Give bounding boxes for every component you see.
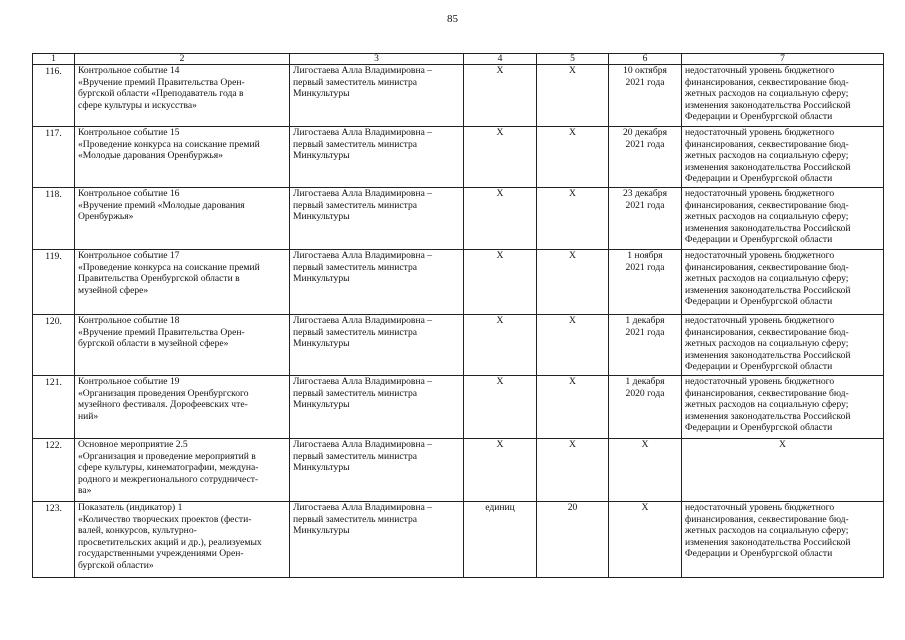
deadline: 1 декабря 2021 года <box>609 315 682 376</box>
risks: Х <box>682 439 884 502</box>
row-number: 122. <box>33 439 75 502</box>
col-4-value: Х <box>464 65 537 127</box>
risks: недостаточный уровень бюджетного финансирования, секвестирование бюд- жетных расходов на социальную сферу; изменения законодательства Российской Федерации и Оренбургской области <box>682 250 884 315</box>
deadline: 23 декабря 2021 года <box>609 188 682 250</box>
col-5-value: Х <box>537 65 609 127</box>
event-name: Контрольное событие 16 «Вручение премий «Молодые дарования Оренбуржья» <box>75 188 290 250</box>
col-5-value: Х <box>537 250 609 315</box>
row-number: 121. <box>33 376 75 439</box>
responsible: Лигостаева Алла Владимировна – первый заместитель министра Минкультуры <box>290 127 464 188</box>
responsible: Лигостаева Алла Владимировна – первый заместитель министра Минкультуры <box>290 376 464 439</box>
deadline: 20 декабря 2021 года <box>609 127 682 188</box>
table-row <box>33 376 884 439</box>
risks: недостаточный уровень бюджетного финансирования, секвестирование бюд- жетных расходов на социальную сферу; изменения законодательства Российской Федерации и Оренбургской области <box>682 376 884 439</box>
table-row <box>33 250 884 315</box>
event-name: Показатель (индикатор) 1 «Количество творческих проектов (фести- валей, конкурсов, культурно- просветительских акций и др.), реализуемых государственными учреждениями Орен- бургской области» <box>75 502 290 578</box>
table-row <box>33 65 884 127</box>
table-row <box>33 188 884 250</box>
col-5-value: Х <box>537 188 609 250</box>
col-5-value: Х <box>537 315 609 376</box>
deadline: 1 декабря 2020 года <box>609 376 682 439</box>
responsible: Лигостаева Алла Владимировна – первый заместитель министра Минкультуры <box>290 250 464 315</box>
measures-table <box>32 53 884 578</box>
deadline: Х <box>609 439 682 502</box>
header-row <box>33 54 884 65</box>
table-row <box>33 127 884 188</box>
table-row <box>33 439 884 502</box>
header-col-4: 4 <box>464 54 537 65</box>
risks: недостаточный уровень бюджетного финансирования, секвестирование бюд- жетных расходов на социальную сферу; изменения законодательства Российской Федерации и Оренбургской области <box>682 315 884 376</box>
event-name: Контрольное событие 19 «Организация проведения Оренбургского музейного фестиваля. Дорофеевских чте- ний» <box>75 376 290 439</box>
page-number: 85 <box>447 13 458 25</box>
table-row <box>33 502 884 578</box>
header-col-6: 6 <box>609 54 682 65</box>
deadline: Х <box>609 502 682 578</box>
col-4-value: Х <box>464 127 537 188</box>
responsible: Лигостаева Алла Владимировна – первый заместитель министра Минкультуры <box>290 65 464 127</box>
header-col-7: 7 <box>682 54 884 65</box>
header-col-1: 1 <box>33 54 75 65</box>
col-4-value: Х <box>464 315 537 376</box>
unit-value: единиц <box>464 502 537 578</box>
event-name: Контрольное событие 15 «Проведение конкурса на соискание премий «Молодые дарования Оренбуржья» <box>75 127 290 188</box>
risks: недостаточный уровень бюджетного финансирования, секвестирование бюд- жетных расходов на социальную сферу; изменения законодательства Российской Федерации и Оренбургской области <box>682 65 884 127</box>
event-name: Контрольное событие 14 «Вручение премий Правительства Орен- бургской области «Преподаватель года в сфере культуры и искусства» <box>75 65 290 127</box>
responsible: Лигостаева Алла Владимировна – первый заместитель министра Минкультуры <box>290 315 464 376</box>
row-number: 119. <box>33 250 75 315</box>
responsible: Лигостаева Алла Владимировна – первый заместитель министра Минкультуры <box>290 188 464 250</box>
col-5-value: 20 <box>537 502 609 578</box>
event-name: Контрольное событие 17 «Проведение конкурса на соискание премий Правительства Оренбургской области в музейной сфере» <box>75 250 290 315</box>
col-4-value: Х <box>464 188 537 250</box>
col-4-value: Х <box>464 439 537 502</box>
col-5-value: Х <box>537 376 609 439</box>
header-col-5: 5 <box>537 54 609 65</box>
table-row <box>33 315 884 376</box>
col-4-value: Х <box>464 250 537 315</box>
deadline: 10 октября 2021 года <box>609 65 682 127</box>
row-number: 120. <box>33 315 75 376</box>
event-name: Основное мероприятие 2.5 «Организация и проведение мероприятий в сфере культуры, кинематографии, междуна- родного и межрегионального сотрудничест- ва» <box>75 439 290 502</box>
row-number: 123. <box>33 502 75 578</box>
row-number: 117. <box>33 127 75 188</box>
deadline: 1 ноября 2021 года <box>609 250 682 315</box>
col-5-value: Х <box>537 127 609 188</box>
risks: недостаточный уровень бюджетного финансирования, секвестирование бюд- жетных расходов на социальную сферу; изменения законодательства Российской Федерации и Оренбургской области <box>682 188 884 250</box>
risks: недостаточный уровень бюджетного финансирования, секвестирование бюд- жетных расходов на социальную сферу; изменения законодательства Российской Федерации и Оренбургской области <box>682 502 884 578</box>
col-5-value: Х <box>537 439 609 502</box>
col-4-value: Х <box>464 376 537 439</box>
event-name: Контрольное событие 18 «Вручение премий Правительства Орен- бургской области в музейной сфере» <box>75 315 290 376</box>
responsible: Лигостаева Алла Владимировна – первый заместитель министра Минкультуры <box>290 439 464 502</box>
row-number: 116. <box>33 65 75 127</box>
row-number: 118. <box>33 188 75 250</box>
risks: недостаточный уровень бюджетного финансирования, секвестирование бюд- жетных расходов на социальную сферу; изменения законодательства Российской Федерации и Оренбургской области <box>682 127 884 188</box>
header-col-2: 2 <box>75 54 290 65</box>
header-col-3: 3 <box>290 54 464 65</box>
responsible: Лигостаева Алла Владимировна – первый заместитель министра Минкультуры <box>290 502 464 578</box>
